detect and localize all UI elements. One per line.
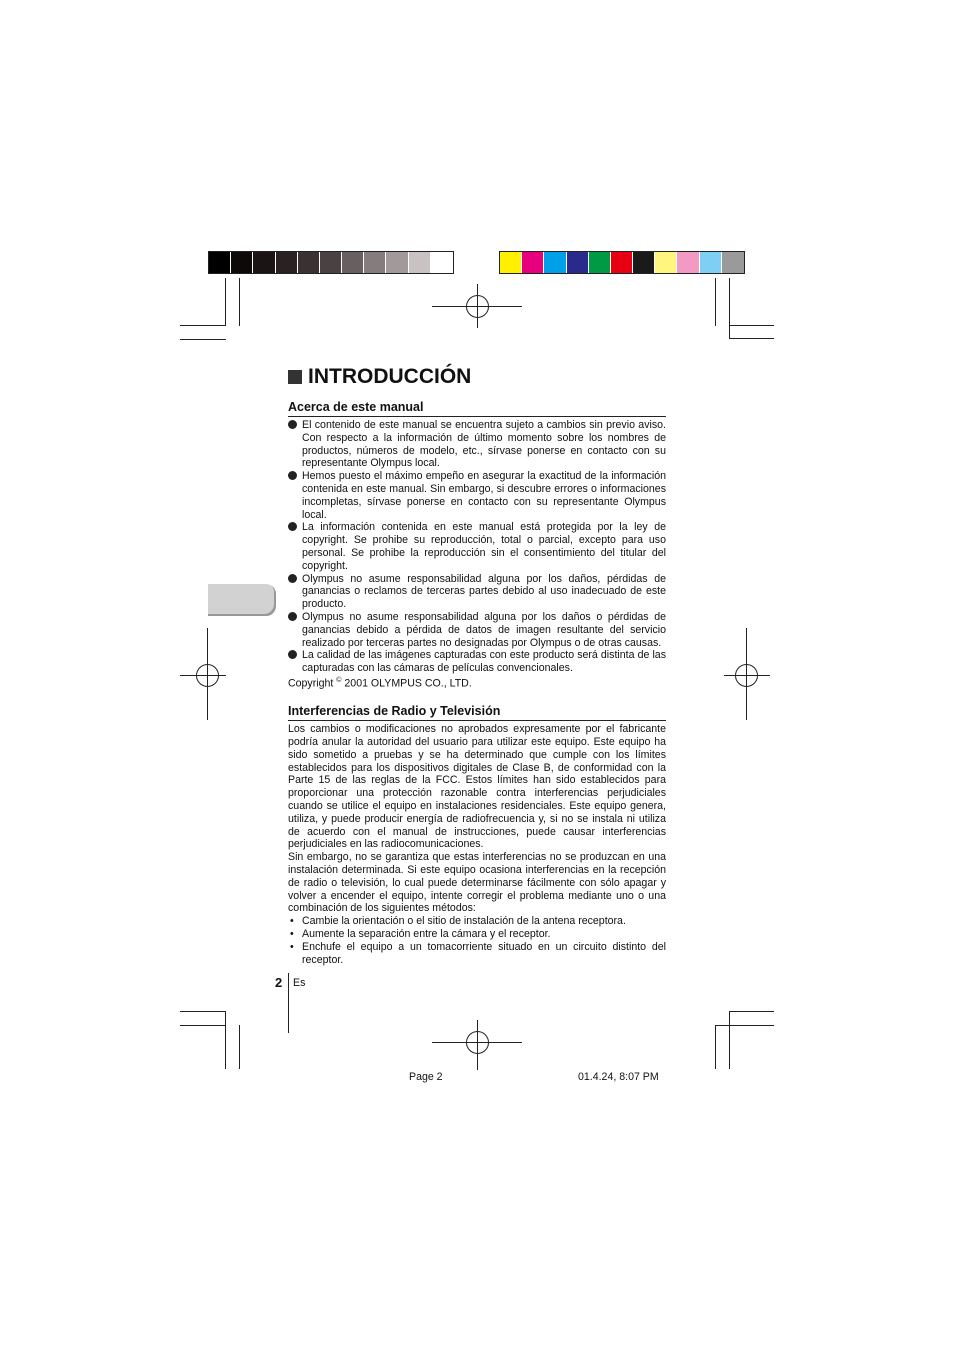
copyright-line: Copyright © 2001 OLYMPUS CO., LTD. bbox=[288, 676, 472, 690]
footer-timestamp: 01.4.24, 8:07 PM bbox=[578, 1071, 659, 1083]
copyright-symbol: © bbox=[336, 676, 342, 684]
crop-mark bbox=[180, 325, 226, 326]
grayscale-color-bar bbox=[208, 251, 454, 274]
color-swatch bbox=[677, 252, 699, 273]
crop-mark bbox=[715, 1025, 774, 1026]
interference-paragraph-1: Los cambios o modificaciones no aprobados expresamente por el fabricante podría anular la autoridad del usuario para utilizar este equipo. Este equipo ha sido sometido a pruebas y se ha determinado que cumple con los límites establecidos para los dispositivos digitales de Clase B, de conformidad con la Parte 15 de las reglas de la FCC. Estos límites han sido establecidos para proporcionar una protección razonable contra interferencias perjudiciales cuando se utilice el equipo en instalaciones residenciales. Este equipo genera, utiliza, y puede producir energía de radiofrecuencia y, si no se instala ni utiliza de acuerdo con el manual de instrucciones, puede causar interferencias perjudiciales en las radiocomunicaciones. bbox=[288, 723, 666, 851]
bullet-marker: • bbox=[290, 940, 294, 953]
crop-mark bbox=[239, 1025, 240, 1069]
list-item: • Enchufe el equipo a un tomacorriente situado en un circuito distinto del receptor. bbox=[290, 940, 666, 966]
color-swatch bbox=[386, 252, 408, 273]
interference-paragraph-2: Sin embargo, no se garantiza que estas interferencias no se produzcan en una instalación determinada. Si este equipo ocasiona interferencias en la recepción de radio o televisión, lo cual puede determinarse fácilmente con sólo apagar y volver a encender el equipo, intente corregir el problema mediante uno o una combinación de los siguientes métodos: bbox=[288, 851, 666, 915]
color-swatch bbox=[655, 252, 677, 273]
interference-method-list bbox=[288, 915, 666, 966]
list-item: Hemos puesto el máximo empeño en asegurar la exactitud de la información contenida en este manual. Sin embargo, si descubre errores o informaciones incompletas, sírvase ponerse en contacto con su representante Olympus local. bbox=[288, 470, 666, 521]
list-item: La calidad de las imágenes capturadas con este producto será distinta de las capturadas con las cámaras de películas convencionales. bbox=[288, 649, 666, 675]
process-color-bar bbox=[499, 251, 745, 274]
registration-circle bbox=[735, 664, 758, 687]
crop-mark bbox=[225, 278, 226, 326]
color-swatch bbox=[320, 252, 342, 273]
color-swatch bbox=[209, 252, 231, 273]
crop-mark bbox=[729, 325, 774, 326]
crop-mark bbox=[729, 278, 730, 338]
bullet-dot-icon bbox=[288, 650, 297, 659]
color-swatch bbox=[298, 252, 320, 273]
list-item: El contenido de este manual se encuentra sujeto a cambios sin previo aviso. Con respecto a la información de último momento sobre los nombres de productos, números de modelo, etc., sírvase ponerse en contacto con su representante Olympus local. bbox=[288, 419, 666, 470]
page-title-text: INTRODUCCIÓN bbox=[308, 365, 472, 388]
color-swatch bbox=[589, 252, 611, 273]
color-swatch bbox=[342, 252, 364, 273]
color-swatch bbox=[544, 252, 566, 273]
bullet-dot-icon bbox=[288, 574, 297, 583]
color-swatch bbox=[700, 252, 722, 273]
bullet-marker: • bbox=[290, 915, 294, 928]
square-bullet-icon bbox=[288, 370, 302, 384]
color-swatch bbox=[231, 252, 253, 273]
section-heading-manual: Acerca de este manual bbox=[288, 400, 666, 417]
color-swatch bbox=[276, 252, 298, 273]
color-swatch bbox=[633, 252, 655, 273]
color-swatch bbox=[431, 252, 453, 273]
bullet-marker: • bbox=[290, 928, 294, 941]
manual-bullet-list bbox=[288, 419, 666, 675]
page-number: 2 bbox=[275, 975, 283, 990]
color-swatch bbox=[500, 252, 522, 273]
footer-page-label: Page 2 bbox=[409, 1071, 443, 1083]
crop-mark bbox=[729, 1011, 730, 1069]
crop-mark bbox=[180, 1011, 226, 1012]
color-swatch bbox=[722, 252, 744, 273]
color-swatch bbox=[567, 252, 589, 273]
color-swatch bbox=[409, 252, 431, 273]
page-content bbox=[288, 362, 666, 966]
crop-mark bbox=[239, 278, 240, 326]
list-item: Olympus no asume responsabilidad alguna por los daños o pérdidas de ganancias debido a pérdida de datos de imagen resultante del servicio realizado por terceras partes no designadas por Olympus o de otras causas. bbox=[288, 611, 666, 649]
section-heading-interference: Interferencias de Radio y Televisión bbox=[288, 704, 666, 721]
page-language: Es bbox=[293, 977, 306, 989]
color-swatch bbox=[522, 252, 544, 273]
registration-circle bbox=[466, 1031, 489, 1054]
list-item: La información contenida en este manual está protegida por la ley de copyright. Se prohibe su reproducción, total o parcial, excepto para uso personal. Se prohibe la reproducción sin el consentimiento del titular del copyright. bbox=[288, 521, 666, 572]
bullet-dot-icon bbox=[288, 471, 297, 480]
color-swatch bbox=[253, 252, 275, 273]
page-number-divider bbox=[288, 973, 289, 1033]
page-title bbox=[288, 362, 666, 392]
crop-mark bbox=[715, 278, 716, 326]
crop-mark bbox=[225, 1011, 226, 1069]
crop-mark bbox=[180, 339, 226, 340]
list-item: Olympus no asume responsabilidad alguna por los daños, pérdidas de ganancias o reclamos de terceras partes debido al uso inadecuado de este producto. bbox=[288, 573, 666, 611]
bullet-dot-icon bbox=[288, 612, 297, 621]
registration-circle bbox=[196, 664, 219, 687]
bullet-dot-icon bbox=[288, 420, 297, 429]
color-swatch bbox=[364, 252, 386, 273]
crop-mark bbox=[729, 338, 774, 339]
bullet-dot-icon bbox=[288, 522, 297, 531]
registration-circle bbox=[466, 295, 489, 318]
language-thumb-tab bbox=[208, 584, 276, 616]
crop-mark bbox=[715, 1025, 716, 1069]
crop-mark bbox=[180, 1025, 226, 1026]
crop-mark bbox=[729, 1011, 774, 1012]
list-item: • Cambie la orientación o el sitio de instalación de la antena receptora. bbox=[290, 915, 626, 928]
color-swatch bbox=[611, 252, 633, 273]
list-item: • Aumente la separación entre la cámara y el receptor. bbox=[290, 928, 551, 941]
